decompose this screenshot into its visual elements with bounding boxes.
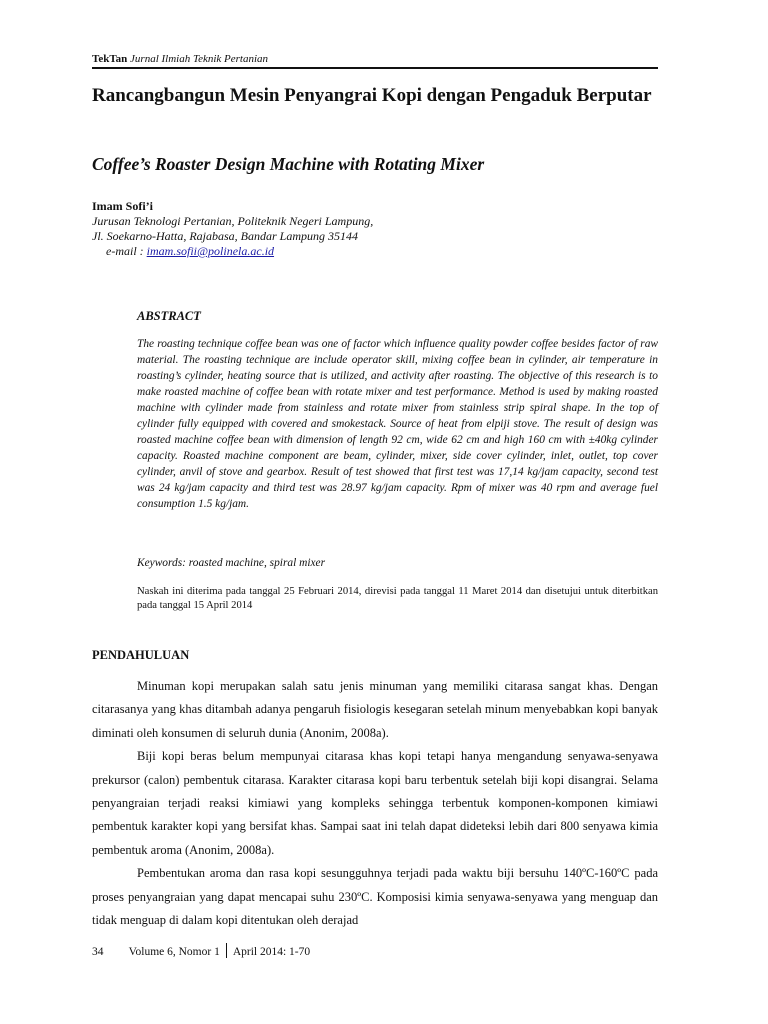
paragraph: Pembentukan aroma dan rasa kopi sesungguhnya terjadi pada waktu biji bersuhu 140ºC-160ºC pada proses penyangraian yang dapat mencapai suhu 230ºC. Komposisi kimia senyawa-senyawa yang menguap dan tidak menguap di dalam kopi ditentukan oleh derajad	[92, 866, 658, 928]
received-note: Naskah ini diterima pada tanggal 25 Februari 2014, direvisi pada tanggal 11 Maret 2014 dan disetujui untuk diterbitkan pada tanggal 15 April 2014	[137, 586, 658, 611]
author-affiliation	[92, 214, 658, 259]
email-line	[92, 244, 658, 259]
journal-name-italic: Jurnal Ilmiah Teknik Pertanian	[130, 53, 269, 65]
running-head	[92, 52, 658, 66]
introduction-body	[92, 675, 658, 932]
paper-title-english: Coffee’s Roaster Design Machine with Rotating Mixer	[92, 154, 485, 174]
section-heading-introduction: PENDAHULUAN	[92, 648, 190, 662]
header-rule	[92, 67, 658, 69]
email-label: e-mail :	[106, 244, 147, 258]
affiliation-line-1: Jurusan Teknologi Pertanian, Politeknik Negeri Lampung,	[92, 214, 374, 228]
keywords: Keywords: roasted machine, spiral mixer	[137, 557, 326, 569]
email-link[interactable]: imam.sofii@polinela.ac.id	[146, 244, 275, 258]
journal-name-bold: TekTan	[92, 53, 128, 65]
abstract-text: The roasting technique coffee bean was one of factor which influence quality powder coffee besides factor of raw material. The roasting technique are include operator skill, mixing coffee bean in cylinder, air temperature in roasting’s cylinder, heating source that is utilized, and activity after roasting. The objective of this research is to make roasted machine of coffee bean with rotate mixer and test performance. Method is used by making roasted machine with cylinder made from stainless and rotate mixer from stainless strip spiral shape. In the top of cylinder fully equipped with covered and smokestack. Source of heat from elpiji stove. The result of design was roasted machine coffee bean with dimension of length 92 cm, wide 62 cm and high 160 cm with ±40kg cylinder capacity. Roasted machine component are beam, cylinder, mixer, side cover cylinder, inlet, outlet, top cover cylinder, anvil of stove and gearbox. Result of test showed that first test was 17,14 kg/jam capacity, second test was 24 kg/jam capacity and third test was 28.97 kg/jam capacity. Rpm of mixer was 40 rpm and average fuel consumption 1.5 kg/jam.	[137, 338, 658, 510]
page-number: 34	[92, 946, 104, 958]
issue-info: April 2014: 1-70	[232, 946, 311, 958]
author-name: Imam Sofi’i	[92, 199, 153, 213]
paragraph: Minuman kopi merupakan salah satu jenis minuman yang memiliki citarasa sangat khas. Dengan citarasanya yang khas ditambah adanya pengaruh fisiologis kesegaran setelah minum menyebabkan kopi banyak diminati oleh konsumen di seluruh dunia (Anonim, 2008a).	[92, 679, 658, 740]
paragraph: Biji kopi beras belum mempunyai citarasa khas kopi tetapi hanya mengandung senyawa-senyawa prekursor (calon) pembentuk citarasa. Karakter citarasa kopi baru terbentuk setelah biji kopi disangrai. Selama penyangraian terjadi reaksi kimiawi yang kompleks sehingga terbentuk komponen-komponen kimiawi pembentuk karakter kopi yang bersifat khas. Sampai saat ini telah dapat dideteksi lebih dari 800 senyawa kimia pembentuk aroma (Anonim, 2008a).	[92, 749, 658, 857]
paper-title-indonesian: Rancangbangun Mesin Penyangrai Kopi dengan Pengaduk Berputar	[92, 85, 652, 106]
abstract-heading: ABSTRACT	[137, 309, 201, 323]
affiliation-line-2: Jl. Soekarno-Hatta, Rajabasa, Bandar Lampung 35144	[92, 229, 358, 243]
volume-info: Volume 6, Nomor 1	[128, 946, 220, 958]
page-footer	[92, 943, 658, 960]
footer-separator	[226, 943, 227, 958]
